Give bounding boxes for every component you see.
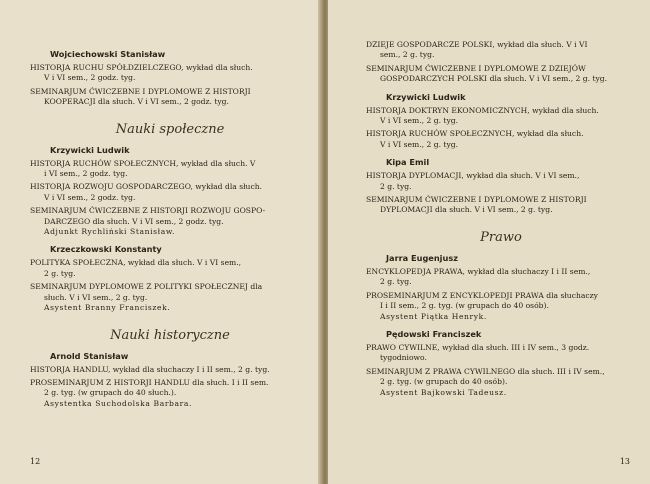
course-details: 2 g. tyg. (w grupach do 40 osób). bbox=[380, 377, 508, 387]
author-name: Pędowski Franciszek bbox=[386, 328, 482, 339]
course-entry bbox=[366, 106, 636, 127]
author-name: Wojciechowski Stanisław bbox=[50, 49, 166, 59]
section-heading: Nauki społeczne bbox=[115, 121, 225, 137]
course-title: HISTORJA HANDLU, wykład dla słuchaczy I i II sem., 2 g. tyg. bbox=[30, 364, 270, 374]
author-name: Krzywicki Ludwik bbox=[50, 144, 130, 155]
course-entry bbox=[30, 159, 310, 180]
course-details: I i II sem., 2 g. tyg. (w grupach do 40 osób). bbox=[380, 301, 549, 311]
course-details: V i VI sem., 2 g. tyg. bbox=[380, 116, 459, 126]
course-title: DZIEJE GOSPODARCZE POLSKI, wykład dla słuch. V i VI bbox=[366, 40, 588, 49]
course-entry bbox=[366, 291, 636, 322]
course-entry bbox=[30, 365, 310, 375]
course-title: HISTORJA ROZWOJU GOSPODARCZEGO, wykład dla słuch. bbox=[30, 182, 262, 192]
course-entry bbox=[366, 40, 636, 61]
page-number-right: 13 bbox=[619, 457, 630, 466]
course-entry bbox=[30, 258, 310, 279]
course-entry bbox=[366, 343, 636, 364]
course-entry bbox=[366, 171, 636, 192]
course-title: HISTORJA RUCHU SPÓŁDZIELCZEGO, wykład dla słuch. bbox=[30, 63, 253, 72]
course-entry bbox=[366, 64, 636, 85]
course-details: DARCZEGO dla słuch. V i VI sem., 2 godz. tyg. bbox=[44, 216, 224, 226]
course-entry bbox=[30, 206, 310, 237]
author-name: Jarra Eugenjusz bbox=[386, 252, 458, 263]
course-title: SEMINARJUM ĆWICZEBNE I DYPLOMOWE Z HISTORJI bbox=[30, 86, 251, 96]
course-details: DYPLOMACJI dla słuch. V i VI sem., 2 g. tyg. bbox=[380, 205, 553, 215]
course-entry bbox=[366, 267, 636, 288]
author-name: Krzywicki Ludwik bbox=[386, 91, 466, 102]
course-details: sem., 2 g. tyg. bbox=[380, 50, 435, 60]
course-details: KOOPERACJI dla słuch. V i VI sem., 2 godz. tyg. bbox=[44, 97, 229, 107]
course-entry bbox=[366, 129, 636, 150]
course-title: SEMINARJUM ĆWICZEBNE Z HISTORJI ROZWOJU GOSPO- bbox=[30, 206, 266, 216]
course-details: V i VI sem., 2 godz. tyg. bbox=[44, 73, 136, 83]
assistant-name: Adjunkt Rychliński Stanisław. bbox=[44, 227, 176, 237]
section-heading: Prawo bbox=[480, 229, 522, 245]
right-page-content bbox=[366, 40, 636, 398]
assistant-name: Asystent Bajkowski Tadeusz. bbox=[380, 387, 507, 397]
right-page bbox=[328, 0, 650, 484]
course-title: POLITYKA SPOŁECZNA, wykład dla słuch. V i VI sem., bbox=[30, 258, 242, 268]
course-details: słuch. V i VI sem., 2 g. tyg. bbox=[44, 292, 148, 302]
course-details: 2 g. tyg. (w grupach do 40 słuch.). bbox=[44, 388, 177, 398]
left-page-content bbox=[30, 49, 310, 409]
course-details: i VI sem., 2 godz. tyg. bbox=[44, 169, 128, 179]
course-title: SEMINARJUM Z PRAWA CYWILNEGO dla słuch. III i IV sem., bbox=[366, 366, 605, 376]
course-details: V i VI sem., 2 g. tyg. bbox=[380, 139, 459, 149]
course-entry bbox=[30, 378, 310, 409]
page-number-left: 12 bbox=[30, 457, 41, 466]
course-details: 2 g. tyg. bbox=[44, 268, 76, 278]
course-title: SEMINARJUM ĆWICZEBNE I DYPLOMOWE Z HISTORJI bbox=[366, 195, 587, 205]
assistant-name: Asystentka Suchodolska Barbara. bbox=[44, 398, 193, 408]
course-details: 2 g. tyg. bbox=[380, 181, 412, 191]
course-title: SEMINARJUM DYPLOMOWE Z POLITYKI SPOŁECZNEJ dla bbox=[30, 282, 263, 292]
course-details: tygodniowo. bbox=[380, 353, 427, 363]
course-title: SEMINARJUM ĆWICZEBNE I DYPLOMOWE Z DZIEJÓW bbox=[366, 63, 586, 73]
course-entry bbox=[30, 182, 310, 203]
section-heading: Nauki historyczne bbox=[110, 327, 230, 343]
course-title: PRAWO CYWILNE, wykład dla słuch. III i IV sem., 3 godz. bbox=[366, 342, 590, 352]
course-details: GOSPODARCZYCH POLSKI dla słuch. V i VI sem., 2 g. tyg. bbox=[380, 74, 608, 84]
course-entry bbox=[30, 63, 310, 84]
course-title: PROSEMINARJUM Z HISTORJI HANDLU dla słuch. I i II sem. bbox=[30, 377, 269, 387]
course-title: HISTORJA RUCHÓW SPOŁECZNYCH, wykład dla słuch. bbox=[366, 129, 584, 139]
course-title: HISTORJA DYPLOMACJI, wykład dla słuch. V i VI sem., bbox=[366, 171, 580, 181]
assistant-name: Asystent Branny Franciszek. bbox=[44, 303, 171, 313]
author-name: Arnold Stanisław bbox=[50, 350, 129, 361]
course-title: HISTORJA DOKTRYN EKONOMICZNYCH, wykład dla słuch. bbox=[366, 105, 599, 115]
left-page bbox=[0, 0, 322, 484]
course-entry bbox=[366, 367, 636, 398]
author-name: Krzeczkowski Konstanty bbox=[50, 244, 162, 255]
course-title: HISTORJA RUCHÓW SPOŁECZNYCH, wykład dla słuch. V bbox=[30, 158, 256, 168]
course-title: ENCYKLOPEDJA PRAWA, wykład dla słuchaczy I i II sem., bbox=[366, 266, 591, 276]
course-entry bbox=[30, 282, 310, 313]
course-title: PROSEMINARJUM Z ENCYKLOPEDJI PRAWA dla słuchaczy bbox=[366, 290, 598, 300]
course-entry bbox=[366, 195, 636, 216]
assistant-name: Asystent Piątka Henryk. bbox=[380, 311, 487, 321]
course-entry bbox=[30, 87, 310, 108]
author-name: Kipa Emil bbox=[386, 157, 430, 168]
course-details: V i VI sem., 2 godz. tyg. bbox=[44, 192, 136, 202]
course-details: 2 g. tyg. bbox=[380, 277, 412, 287]
